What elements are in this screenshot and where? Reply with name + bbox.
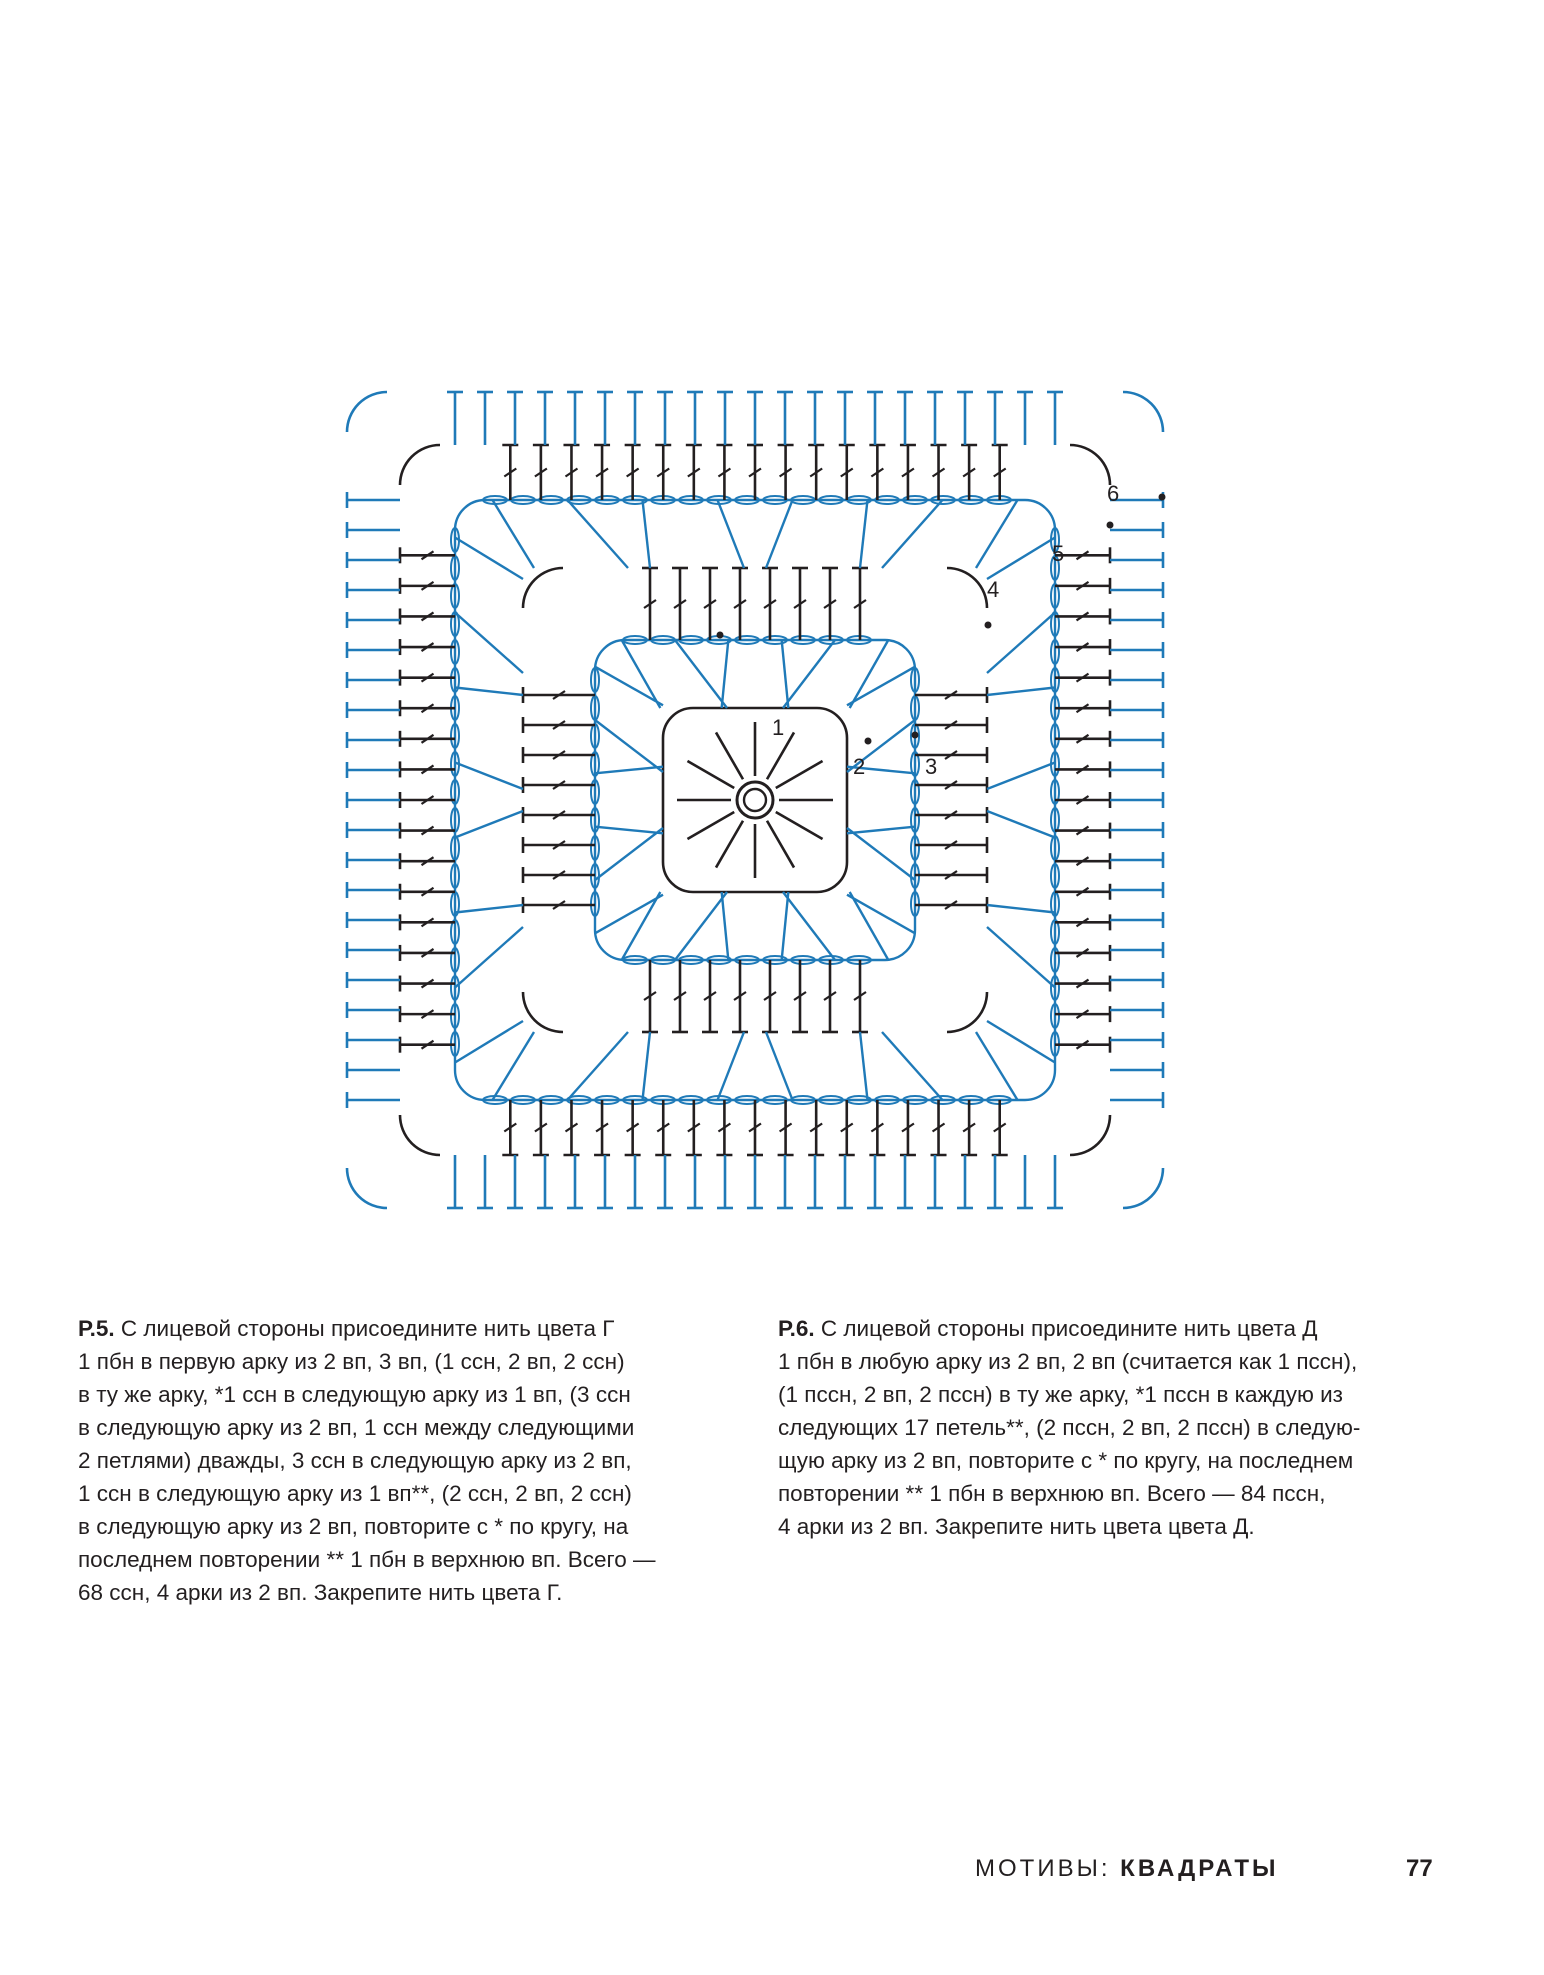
running-footer [975, 1855, 1278, 1883]
round-4-fan [455, 811, 523, 838]
center-ring [737, 782, 773, 818]
round-5-corner-arc [1070, 1115, 1110, 1155]
crochet-chart [340, 385, 1170, 1215]
round-6-corner-arc [1123, 1168, 1163, 1208]
round-6-line: С лицевой стороны присоедините нить цвета Д [814, 1316, 1318, 1341]
round-3-corner-arc [523, 568, 563, 608]
round-5-label: Р.5. [78, 1316, 115, 1341]
round-4-fan [882, 1032, 943, 1100]
round-2-fan [782, 892, 789, 960]
round-5-line: С лицевой стороны присоедините нить цвета Г [114, 1316, 615, 1341]
round-4-fan [766, 1032, 793, 1100]
round-5-corner-arc [400, 445, 440, 485]
round-5-line: 68 ссн, 4 арки из 2 вп. Закрепите нить цвета Г. [78, 1580, 563, 1605]
round-6-corner-arc [347, 1168, 387, 1208]
round-5-line: последнем повторении ** 1 пбн в верхнюю вп. Всего — [78, 1547, 656, 1572]
round-2-fan [722, 892, 729, 960]
join-dot [985, 622, 992, 629]
round-2-fan [847, 828, 915, 880]
round-4-fan [766, 500, 793, 568]
join-dot [912, 732, 919, 739]
round-5-line: 1 пбн в первую арку из 2 вп, 3 вп, (1 ссн, 2 вп, 2 ссн) [78, 1349, 625, 1374]
round-2-fan [595, 720, 663, 772]
round-label-5: 5 [1052, 541, 1065, 566]
round-2-fan [595, 767, 663, 774]
round-4-fan [455, 1021, 523, 1063]
round-1-stitch [716, 732, 743, 779]
round-2-fan [847, 895, 915, 934]
round-4-fan [987, 538, 1055, 580]
round-4-fan [643, 1032, 651, 1100]
center-ring-inner [744, 789, 766, 811]
round-5-line: в ту же арку, *1 ссн в следующую арку из 1 вп, (3 ссн [78, 1382, 631, 1407]
page-number: 77 [1406, 1855, 1433, 1882]
round-5-corner-arc [400, 1115, 440, 1155]
round-1-stitch [687, 812, 734, 839]
round-4-fan [987, 1021, 1055, 1063]
round-4-fan [493, 1032, 535, 1100]
round-4-fan [882, 500, 943, 568]
round-2-fan [722, 640, 729, 708]
round-4-fan [568, 1032, 629, 1100]
round-6-corner-arc [347, 392, 387, 432]
round-2-fan [783, 640, 835, 708]
round-6-corner-arc [1123, 392, 1163, 432]
round-6-line: щую арку из 2 вп, повторите с * по кругу, на последнем [778, 1448, 1354, 1473]
round-5-line: в следующую арку из 2 вп, повторите с * по кругу, на [78, 1514, 629, 1539]
round-1-stitch [767, 821, 794, 868]
round-5-corner-arc [1070, 445, 1110, 485]
round-label-6: 6 [1107, 481, 1120, 506]
round-2-fan [850, 640, 889, 708]
round-4-fan [455, 927, 523, 988]
round-2-fan [622, 892, 661, 960]
round-6-instructions [778, 1312, 1458, 1543]
round-3-corner-arc [947, 568, 987, 608]
round-2-fan [782, 640, 789, 708]
round-6-line: следующих 17 петель**, (2 пссн, 2 вп, 2 пссн) в следую- [778, 1415, 1361, 1440]
round-1-stitch [716, 821, 743, 868]
round-2-fan [783, 892, 835, 960]
round-6-line: 1 пбн в любую арку из 2 вп, 2 вп (считается как 1 пссн), [778, 1349, 1358, 1374]
round-3-corner-arc [947, 992, 987, 1032]
round-2-fan [595, 827, 663, 834]
round-4-fan [493, 500, 535, 568]
round-4-fan [455, 763, 523, 790]
round-4-fan [455, 688, 523, 696]
round-6-label: Р.6. [778, 1316, 815, 1341]
round-4-fan [643, 500, 651, 568]
join-dot [717, 632, 724, 639]
round-5-line: в следующую арку из 2 вп, 1 ссн между следующими [78, 1415, 635, 1440]
round-4-fan [987, 905, 1055, 913]
round-4-fan [987, 763, 1055, 790]
round-3-corner-arc [523, 992, 563, 1032]
round-4-fan [987, 927, 1055, 988]
round-2-fan [847, 667, 915, 706]
round-4-fan [455, 613, 523, 674]
round-6-line: 4 арки из 2 вп. Закрепите нить цвета цвета Д. [778, 1514, 1255, 1539]
round-5-line: 1 ссн в следующую арку из 1 вп**, (2 ссн, 2 вп, 2 ссн) [78, 1481, 632, 1506]
footer-section-title: КВАДРАТЫ [1120, 1855, 1279, 1882]
round-4-fan [455, 538, 523, 580]
round-6-line: повторении ** 1 пбн в верхнюю вп. Всего — 84 пссн, [778, 1481, 1326, 1506]
round-label-1: 1 [772, 715, 785, 740]
round-4-fan [568, 500, 629, 568]
round-2-chain-outline [595, 640, 915, 960]
round-4-fan [860, 500, 868, 568]
join-dot [865, 738, 872, 745]
round-5-instructions [78, 1312, 758, 1609]
round-4-fan [860, 1032, 868, 1100]
round-2-fan [595, 895, 663, 934]
round-1-stitch [776, 761, 823, 788]
round-label-4: 4 [987, 577, 1000, 602]
round-4-fan [976, 1032, 1018, 1100]
round-4-fan [987, 688, 1055, 696]
round-2-fan [595, 667, 663, 706]
round-4-fan [976, 500, 1018, 568]
round-label-2: 2 [853, 754, 866, 779]
round-2-fan [595, 828, 663, 880]
join-dot [1159, 494, 1166, 501]
footer-section-prefix: МОТИВЫ: [975, 1855, 1121, 1882]
round-4-fan [987, 811, 1055, 838]
round-2-fan [675, 892, 727, 960]
round-6-line: (1 пссн, 2 вп, 2 пссн) в ту же арку, *1 пссн в каждую из [778, 1382, 1343, 1407]
round-4-fan [718, 500, 745, 568]
round-1-stitch [776, 812, 823, 839]
round-4-chain-outline [455, 500, 1055, 1100]
round-1-stitch [687, 761, 734, 788]
round-2-fan [850, 892, 889, 960]
round-label-3: 3 [925, 754, 938, 779]
round-4-fan [718, 1032, 745, 1100]
round-2-fan [847, 827, 915, 834]
round-5-line: 2 петлями) дважды, 3 ссн в следующую арку из 2 вп, [78, 1448, 632, 1473]
round-4-fan [987, 613, 1055, 674]
round-4-fan [455, 905, 523, 913]
round-2-fan [622, 640, 661, 708]
round-2-fan [675, 640, 727, 708]
join-dot [1107, 522, 1114, 529]
